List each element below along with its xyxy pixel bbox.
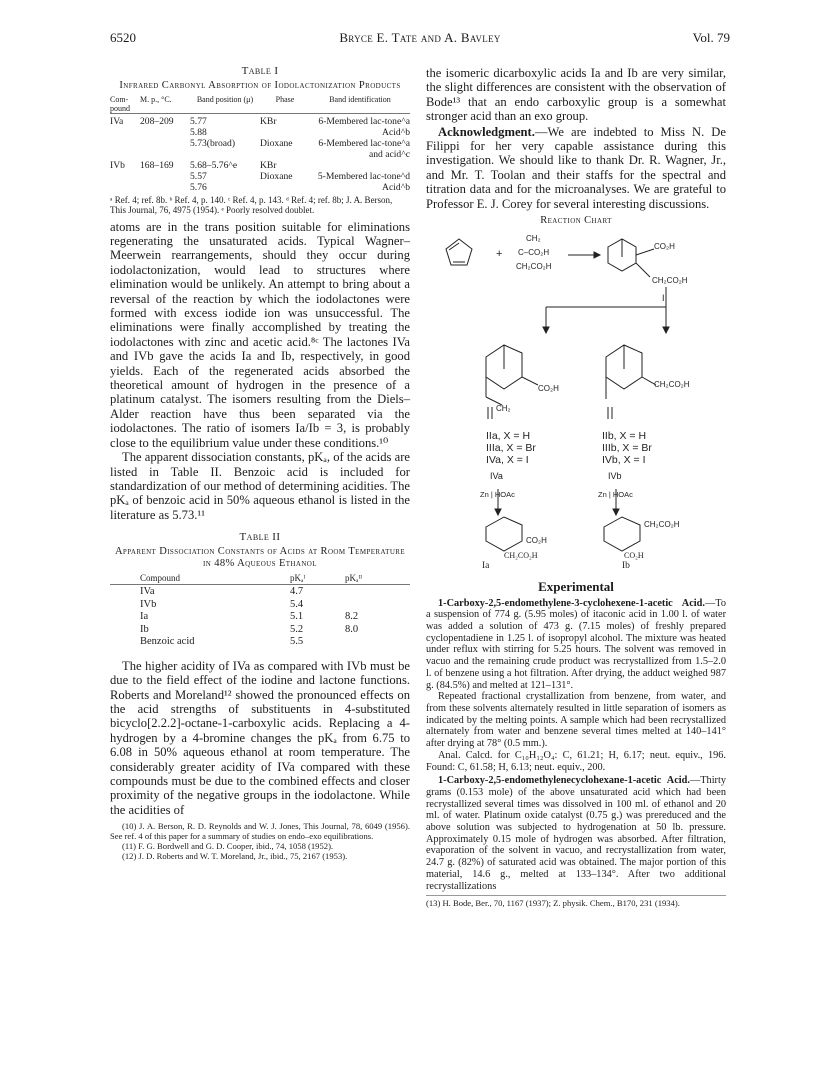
table-cell: Acid^b <box>382 126 410 138</box>
left-column <box>110 66 410 861</box>
table-cell: Ia <box>140 611 149 623</box>
final-acid-b <box>604 517 640 551</box>
cyclopentadiene-ring <box>446 239 472 265</box>
footnote: (12) J. D. Roberts and W. T. Moreland, Jr., ibid., 75, 2167 (1953). <box>122 851 348 862</box>
paragraph: Repeated fractional crystallization from benzene, from water, and from these solvents alternately resulted in little separation of isomers as indicated by the melting points. A sample which had been recrystallized alternately from water and benzene several times melted at 140–141° after drying at 78° (0.5 mm.). <box>426 691 726 750</box>
table-row <box>110 171 410 182</box>
section-text: —To a suspension of 774 g. (5.95 moles) of itaconic acid in 1.00 l. of water was added a solution of 473 g. (7.15 moles) of freshly prepared cyclopentadiene in 1.25 l. of isopropyl alcohol. The mixture was heated under reflux with stirring for 5.25 hours. The solvent was removed in vacuo and the remaining crude product was recrystallized from 1.5–2.0 l. of benzene using a hot filtration. After drying, the adduct weighed 987 g. (84.5%) and melted at 121–131°. <box>426 597 726 691</box>
table-cell: Dioxane <box>260 170 293 182</box>
table2-title: Apparent Dissociation Constants of Acids at Room Temperature in 48% Aqueous Ethanol <box>114 545 406 569</box>
table1-footnote: ᵃ Ref. 4; ref. 8b. ᵇ Ref. 4, p. 140. ᶜ Ref. 4, p. 143. ᵈ Ref. 4; ref. 8b; J. A. Berson, This Journal, 76, 4975 (1954). ᵉ Poorly resolved doublet. <box>110 194 393 216</box>
table-cell: 4.7 <box>290 586 304 598</box>
chart-plus: + <box>496 247 503 260</box>
final-acid-a <box>486 517 522 551</box>
table2-header: Compound <box>140 572 181 583</box>
series-right-item: IVb, X = I <box>602 453 646 466</box>
table-cell: IVb <box>140 598 157 610</box>
chart-reagent: C–CO₂H <box>518 247 550 257</box>
table-cell <box>345 599 410 612</box>
table-cell <box>310 160 410 171</box>
table1-header: Band position (μ) <box>196 94 254 104</box>
table-cell: IVa <box>110 115 124 127</box>
acknowledgment-heading: Acknowledgment. <box>438 124 535 139</box>
table2-header: pKₐᴵ <box>290 572 306 583</box>
series-right-item: IIIb, X = Br <box>602 441 652 454</box>
table-cell <box>345 586 410 599</box>
section-title: 1-Carboxy-2,5-endomethylene-3-cyclohexene-1-acetic Acid. <box>438 597 705 609</box>
chart-reagent: CH₂ <box>526 233 541 243</box>
table-cell <box>140 127 190 138</box>
table-cell <box>140 138 190 160</box>
chart-group: CH₂CO₂H <box>652 275 688 285</box>
table-cell: 168–169 <box>140 159 174 171</box>
paragraph: atoms are in the trans position suitable for eliminations regenerating the unsaturated acids. Typical Wagner–Meerwein rearrangements, should they occur during iodolactonization, would lead to structures where elimination would be unlikely. An attempt to bring about a reversal of the reaction by which the iodolactones were formed with excess iodide ion was unsuccessful. The eliminations were finally accomplished by treating the iodolactones with zinc and acetic acid.⁸ᶜ The lactones IVa and IVb gave the acids Ia and Ib, respectively, in good yields. Each of the regenerated acids absorbed the theoretical amount of hydrogen in the presence of a platinum catalyst. The isomers resulting from the Diels–Alder reaction have thus been separated via the iodolactones. The ratio of isomers Ia/Ib = 3, is probably close to the equilibrium value under these conditions.¹⁰ <box>110 219 410 450</box>
table-row <box>110 138 410 160</box>
table2-label: Table II <box>239 531 281 544</box>
running-header <box>110 30 730 50</box>
table-cell: 5.88 <box>190 126 207 138</box>
table-cell: Ib <box>140 623 149 635</box>
table-cell <box>110 138 140 160</box>
table-cell: KBr <box>260 115 277 127</box>
table-cell: 6-Membered lac-tone^a and acid^c <box>318 137 410 160</box>
table-cell: 5.5 <box>290 636 304 648</box>
table-cell: KBr <box>260 159 277 171</box>
table-row <box>110 127 410 138</box>
acknowledgment-text: —We are indebted to Miss N. De Filippi for her very capable assistance during this investigation. We should like to thank Dr. R. Wagner, Jr., and Mr. T. Toolan and their staffs for the spectral and titration data and for the microanalyses. We are grateful to Professor E. J. Corey for several interesting discussions. <box>426 124 726 211</box>
table-cell: 5.68–5.76^e <box>190 159 238 171</box>
table-cell: 5.4 <box>290 598 304 610</box>
final-right-label: Ib <box>622 560 630 571</box>
chart-reagent: CH₂CO₂H <box>516 261 552 271</box>
table1-title: Infrared Carbonyl Absorption of Iodolactonization Products <box>119 79 401 91</box>
right-column <box>426 66 726 909</box>
table-cell <box>260 182 310 193</box>
header-title: Bryce E. Tate and A. Bavley <box>339 30 501 45</box>
paragraph: The apparent dissociation constants, pKₐ, of the acids are listed in Table II. Benzoic acid is included for standardization of our method of determining acidities. The pKₐ of benzoic acid in 50% aqueous ethanol is listed in the literature as 5.73.¹¹ <box>110 450 410 522</box>
table2 <box>110 572 410 649</box>
table-cell: 5.77 <box>190 115 207 127</box>
analysis: Anal. Calcd. for C₁₀H₁₂O₄: C, 61.21; H, 6.17; neut. equiv., 196. Found: C, 61.58; H, 6.13; neut. equiv., 200. <box>426 749 726 773</box>
footnote: (10) J. A. Berson, R. D. Reynolds and W. J. Jones, This Journal, 78, 6049 (1956). See ref. 4 of this paper for a summary of studies on endo–exo equilibrations. <box>110 821 410 842</box>
table-cell: 5.57 <box>190 170 207 182</box>
final-left-label: Ia <box>482 560 490 571</box>
table-cell: 5.73(broad) <box>190 137 236 149</box>
series-left-item: IIa, X = H <box>486 429 531 442</box>
chart-group: CO₂H <box>526 535 547 545</box>
table-cell <box>345 636 410 649</box>
zn-reagent-left: Zn | HOAc <box>480 489 515 499</box>
table-cell <box>260 127 310 138</box>
chart-product-label: I <box>662 292 665 303</box>
table1-header-row <box>110 95 410 114</box>
table1-header: Phase <box>275 94 295 104</box>
table-cell: IVa <box>140 586 155 598</box>
chart-title: Reaction Chart <box>540 215 612 227</box>
series-right-item: IIb, X = H <box>602 429 647 442</box>
section-text: —Thirty grams (0.153 mole) of the above unsaturated acid which had been recrystallized several times was dissolved in 100 ml. of ethanol and 20 ml. of water. Platinum oxide catalyst (0.75 g.) was prereduced and the above solution was subjected to hydrogenation at 50 lb. pressure. Approximately 0.15 mole of hydrogen was absorbed. After filtration, evaporation of the solvent in vacuo, and recrystallization from water, 24.7 g. (82%) of saturated acid was obtained. The major portion of this material, 14.6 g., melted at 133–134°. After two additional recrystallizations <box>426 775 726 892</box>
reaction-chart <box>426 227 726 557</box>
chart-group: CO₂H <box>538 383 559 393</box>
table-cell: IVb <box>110 159 125 171</box>
table-cell: 8.2 <box>345 611 359 623</box>
table1-header: Com-pound <box>110 94 130 113</box>
chart-group: CO₂H <box>624 550 644 560</box>
chart-group: CH₂ <box>496 403 511 413</box>
experimental-heading: Experimental <box>538 578 614 594</box>
table-cell <box>110 127 140 138</box>
chart-group: CO₂H <box>654 241 675 251</box>
footnote: (11) F. G. Bordwell and G. D. Cooper, ibid., 74, 1058 (1952). <box>122 841 334 852</box>
table2-header: pKₐᴵᴵ <box>345 572 363 583</box>
acknowledgment <box>426 125 726 211</box>
table1-header: Band identification <box>329 94 391 104</box>
chart-group: CH₂CO₂H <box>644 519 680 529</box>
table-cell: 5.76 <box>190 181 207 193</box>
table1-header: M. p., °C. <box>140 94 172 104</box>
volume-label: Vol. 79 <box>692 30 730 45</box>
step-left-label: IVa <box>490 470 503 481</box>
table-cell: 6-Membered lac-tone^a <box>318 115 410 127</box>
table-cell <box>140 171 190 182</box>
table-cell: 8.0 <box>345 623 359 635</box>
table-cell: 208–209 <box>140 115 174 127</box>
page-number: 6520 <box>110 30 136 45</box>
table-cell: Acid^b <box>382 181 410 193</box>
table-cell <box>140 182 190 193</box>
table2-header-row <box>110 572 410 585</box>
table-cell <box>110 171 140 182</box>
paragraph: The higher acidity of IVa as compared with IVb must be due to the field effect of the iodine and lactone functions. Roberts and Moreland¹² showed the pronounced effects on the acid strengths of substituents in 4-substituted bicyclo[2.2.2]-octane-1-carboxylic acids. Replacing a 4-hydrogen by a 4-bromine changes the pKₐ from 6.75 to 6.08 in 50% aqueous ethanol at room temperature. The considerably greater acidity of IVa compared with these compounds must be due to the combined effects and closer proximity of the negative groups in the iodolactone. While the acidities of <box>110 658 410 817</box>
series-left-item: IIIa, X = Br <box>486 441 536 454</box>
table-cell: Benzoic acid <box>140 636 195 648</box>
table-row <box>110 611 410 624</box>
table-cell: 5.2 <box>290 623 304 635</box>
table-cell: 5.1 <box>290 611 304 623</box>
footnote: (13) H. Bode, Ber., 70, 1167 (1937); Z. physik. Chem., B170, 231 (1934). <box>426 895 726 909</box>
table-cell: Dioxane <box>260 137 293 149</box>
table-row <box>110 160 410 171</box>
table-row <box>110 624 410 637</box>
table-row <box>110 599 410 612</box>
chart-group: CH₂CO₂H <box>654 379 690 389</box>
table-cell: 5-Membered lac-tone^d <box>317 170 410 182</box>
section-title: 1-Carboxy-2,5-endomethylenecyclohexane-1-acetic Acid. <box>438 775 690 787</box>
zn-reagent-right: Zn | HOAc <box>598 489 633 499</box>
table-row <box>110 636 410 649</box>
chart-group: CH₂CO₂H <box>504 550 538 560</box>
experimental-body <box>426 598 726 893</box>
table1-label: Table I <box>241 65 279 77</box>
paragraph: the isomeric dicarboxylic acids Ia and Ib are very similar, the slight differences are consistent with the observation of Bode¹³ that an endo carboxylic group is a somewhat stronger acid than an exo group. <box>426 66 726 124</box>
final-labels <box>426 551 726 573</box>
table1 <box>110 95 410 193</box>
left-footnotes <box>110 821 410 861</box>
table-row <box>110 116 410 127</box>
table-cell <box>110 182 140 193</box>
step-right-label: IVb <box>608 470 622 481</box>
series-left-item: IVa, X = I <box>486 453 529 466</box>
table-row <box>110 586 410 599</box>
table-row <box>110 182 410 193</box>
